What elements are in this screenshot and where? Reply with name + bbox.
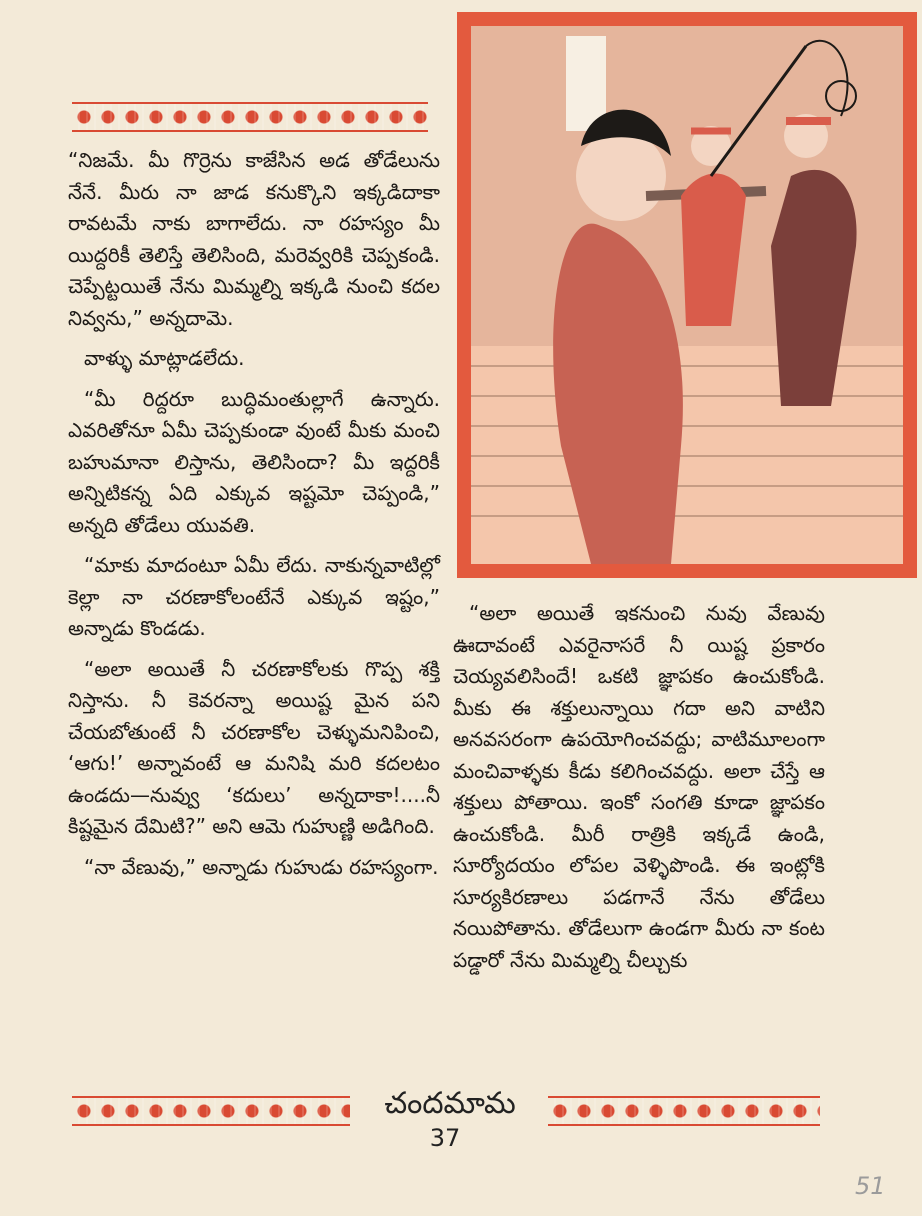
paragraph: వాళ్ళు మాట్లాడలేదు. — [84, 346, 245, 370]
paragraph: “నా వేణువు,” అన్నాడు గుహుడు రహస్యంగా. — [84, 854, 439, 879]
bottom-right-ornament — [548, 1096, 820, 1126]
story-illustration — [457, 12, 917, 578]
right-text-column — [453, 598, 825, 985]
paragraph: “అలా అయితే ఇకనుంచి నువు వేణువు ఊదావంటే ఎవరైనాసరే నీ యిష్ట ప్రకారం చెయ్యవలిసిందే! ఒకటి జ్ఞాపకం ఉంచుకోండి. మీకు ఈ శక్తులున్నాయి గదా అని వాటిని అనవసరంగా ఉపయోగించవద్దు; వాటిమూలంగా మంచివాళ్ళకు కీడు కలిగించవద్దు. అలా చేస్తే ఆ శక్తులు పోతాయి. ఇంకో సంగతి కూడా జ్ఞాపకం ఉంచుకోండి. మీరీ రాత్రికి ఇక్కడే ఉండి, సూర్యోదయం లోపల వెళ్ళిపొండి. ఈ ఇంట్లోకి సూర్యకిరణాలు పడగానే నేను తోడేలు నయిపోతాను. తోడేలుగా ఉండగా మీరు నా కంట పడ్డారో నేను మిమ్మల్ని చీల్చుకు — [453, 601, 825, 972]
left-text-column — [68, 145, 440, 892]
paragraph: “నిజమే. మీ గొర్రెను కాజేసిన అడ తోడేలును నేనే. మీరు నా జాడ కనుక్కొని ఇక్కడిదాకా రావటమే నాకు బాగాలేదు. నా రహస్యం మీ యిద్దరికీ తెలిస్తే తెలిసింది, మరెవ్వరికి చెప్పకండి. చెప్పేట్టయితే నేను మిమ్మల్ని ఇక్కడి నుంచి కదల నివ్వను,” అన్నదామె. — [68, 148, 440, 330]
margin-note: 51 — [855, 1172, 886, 1200]
bottom-left-ornament — [72, 1096, 350, 1126]
top-ornament-border — [72, 102, 428, 132]
paragraph: “అలా అయితే నీ చరణాకోలకు గొప్ప శక్తి నిస్తాను. నీ కెవరన్నా అయిష్ట మైన పని చేయబోతుంటే నీ చరణాకోల చెళ్ళుమనిపించి, ‘ఆగు!’ అన్నావంటే ఆ మనిషి మరి కదలటం ఉండదు—నువ్వు ‘కదులు’ అన్నదాకా!....నీ కిష్టమైన దేమిటి?” అని ఆమె గుహుణ్ణి అడిగింది. — [68, 656, 440, 838]
magazine-title: చందమామ — [384, 1086, 516, 1121]
page-number: 37 — [429, 1124, 461, 1152]
paragraph: “మీ రిద్దరూ బుద్ధిమంతుల్లాగే ఉన్నారు. ఎవరితోనూ ఏమీ చెప్పకుండా వుంటే మీకు మంచి బహుమానా లిస్తాను, తెలిసిందా? మీ ఇద్దరికీ అన్నిటికన్న ఏది ఎక్కువ ఇష్టమో చెప్పండి,” అన్నది తోడేలు యువతి. — [68, 386, 440, 537]
paragraph: “మాకు మాదంటూ ఏమీ లేదు. నాకున్నవాటిల్లో కెల్లా నా చరణాకోలంటేనే ఎక్కువ ఇష్టం,” అన్నాడు కొండడు. — [68, 553, 440, 640]
illustration-artwork — [471, 26, 903, 564]
